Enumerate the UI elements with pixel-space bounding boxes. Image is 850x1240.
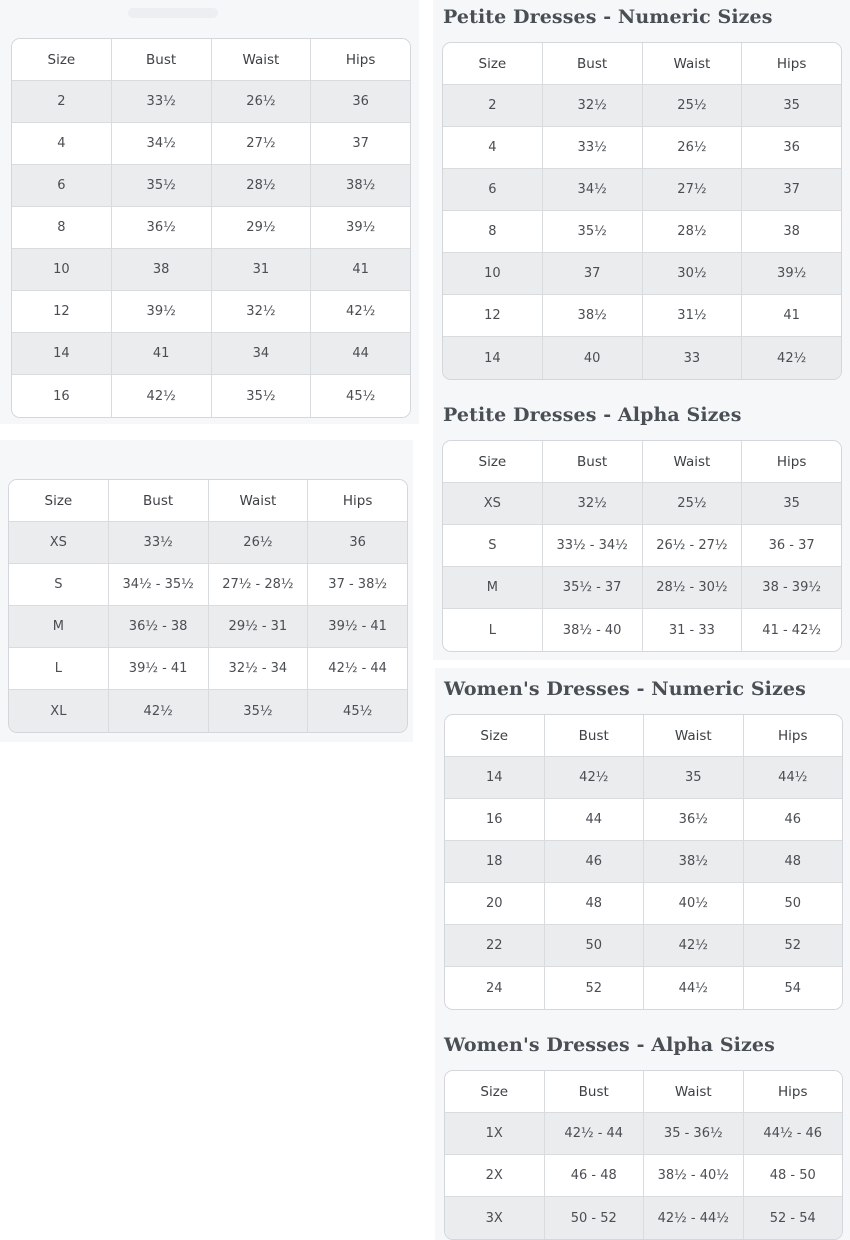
table-row <box>9 690 407 732</box>
measurement-cell: 35½ - 37 <box>543 567 643 608</box>
table-row <box>443 609 841 651</box>
column-header: Size <box>445 715 545 756</box>
measurement-cell: 44½ - 46 <box>763 1126 823 1141</box>
size-cell: 2X <box>445 1155 545 1196</box>
measurement-cell: 42½ <box>112 375 212 417</box>
table-heading: Women's Dresses - Numeric Sizes <box>444 678 806 700</box>
table-row <box>443 253 841 295</box>
size-cell: 24 <box>445 967 545 1009</box>
table-row <box>443 295 841 337</box>
size-cell: 4 <box>443 127 543 168</box>
measurement-cell: 32½ <box>212 291 312 332</box>
size-cell: 4 <box>12 123 112 164</box>
measurement-cell: 25½ <box>643 483 743 524</box>
table-header-row <box>443 441 841 483</box>
measurement-cell: 34½ - 35½ <box>109 564 209 605</box>
size-cell: 8 <box>443 211 543 252</box>
table-row <box>445 1155 842 1197</box>
measurement-cell: 37 <box>543 253 643 294</box>
measurement-cell: 36 - 37 <box>768 538 815 553</box>
measurement-cell: 45½ <box>346 388 376 404</box>
measurement-cell: 37 - 38½ <box>328 577 387 592</box>
table-heading: Women's Dresses - Alpha Sizes <box>444 1034 775 1056</box>
measurement-cell: 35 <box>783 98 800 113</box>
table-row <box>9 648 407 690</box>
column-header: Waist <box>209 480 309 521</box>
measurement-cell: 35½ <box>209 690 309 732</box>
measurement-cell: 32½ - 34 <box>209 648 309 689</box>
measurement-cell: 35½ <box>543 211 643 252</box>
measurement-cell: 27½ <box>212 123 312 164</box>
size-cell: 12 <box>12 291 112 332</box>
measurement-cell: 42½ - 44½ <box>644 1197 744 1239</box>
table-row <box>443 211 841 253</box>
measurement-cell: 38 <box>112 249 212 290</box>
measurement-cell: 39½ - 41 <box>328 619 387 634</box>
measurement-cell: 38 <box>783 224 800 239</box>
measurement-cell: 36 <box>783 140 800 155</box>
table-row <box>445 1113 842 1155</box>
table-row <box>12 207 410 249</box>
size-cell: S <box>443 525 543 566</box>
column-header: Bust <box>543 43 643 84</box>
column-header: Size <box>9 480 109 521</box>
table-row <box>443 483 841 525</box>
measurement-cell: 42½ <box>644 925 744 966</box>
measurement-cell: 38½ - 40 <box>543 609 643 651</box>
table-row <box>9 606 407 648</box>
measurement-cell: 48 <box>784 854 802 869</box>
size-cell: 6 <box>443 169 543 210</box>
measurement-cell: 32½ <box>543 85 643 126</box>
measurement-cell: 26½ <box>643 127 743 168</box>
size-cell: 22 <box>445 925 545 966</box>
column-header: Bust <box>112 39 212 80</box>
table-heading: Petite Dresses - Numeric Sizes <box>443 6 773 28</box>
measurement-cell: 31 <box>212 249 312 290</box>
table-header-row <box>443 43 841 85</box>
size-cell: 2 <box>443 85 543 126</box>
size-cell: 14 <box>12 333 112 374</box>
column-header: Hips <box>342 492 373 509</box>
size-table <box>442 42 842 380</box>
size-cell: 16 <box>445 799 545 840</box>
measurement-cell: 40 <box>543 337 643 379</box>
size-cell: 20 <box>445 883 545 924</box>
size-cell: 8 <box>12 207 112 248</box>
column-header: Size <box>12 39 112 80</box>
measurement-cell: 30½ <box>643 253 743 294</box>
column-header: Hips <box>776 55 807 72</box>
measurement-cell: 41 <box>352 262 369 277</box>
measurement-cell: 26½ <box>212 81 312 122</box>
measurement-cell: 29½ <box>212 207 312 248</box>
size-cell: 12 <box>443 295 543 336</box>
measurement-cell: 39½ <box>777 266 807 281</box>
size-cell: 10 <box>443 253 543 294</box>
measurement-cell: 29½ - 31 <box>209 606 309 647</box>
measurement-cell: 41 <box>783 308 800 323</box>
measurement-cell: 26½ - 27½ <box>643 525 743 566</box>
table-row <box>443 85 841 127</box>
measurement-cell: 36 <box>352 94 369 109</box>
table-row <box>445 841 842 883</box>
size-cell: 18 <box>445 841 545 882</box>
size-cell: 14 <box>443 337 543 379</box>
measurement-cell: 42½ - 44 <box>545 1113 645 1154</box>
measurement-cell: 54 <box>784 980 802 996</box>
column-header: Waist <box>644 1071 744 1112</box>
table-row <box>12 123 410 165</box>
table-row <box>12 165 410 207</box>
measurement-cell: 38½ <box>644 841 744 882</box>
column-header: Hips <box>777 727 808 744</box>
table-row <box>445 1197 842 1239</box>
measurement-cell: 41 - 42½ <box>762 622 821 638</box>
measurement-cell: 42½ <box>346 304 376 319</box>
size-table <box>442 440 842 652</box>
measurement-cell: 32½ <box>543 483 643 524</box>
table-header-row <box>445 1071 842 1113</box>
table-row <box>445 925 842 967</box>
measurement-cell: 48 <box>545 883 645 924</box>
size-cell: 6 <box>12 165 112 206</box>
table-row <box>443 337 841 379</box>
size-table <box>11 38 411 418</box>
measurement-cell: 27½ - 28½ <box>209 564 309 605</box>
measurement-cell: 40½ <box>644 883 744 924</box>
measurement-cell: 38½ - 40½ <box>644 1155 744 1196</box>
measurement-cell: 50 - 52 <box>545 1197 645 1239</box>
measurement-cell: 44 <box>352 346 369 361</box>
measurement-cell: 34½ <box>112 123 212 164</box>
size-cell: XS <box>443 483 543 524</box>
measurement-cell: 33½ <box>112 81 212 122</box>
measurement-cell: 42½ - 44 <box>328 661 387 676</box>
table-header-row <box>9 480 407 522</box>
measurement-cell: 36½ - 38 <box>109 606 209 647</box>
table-row <box>12 81 410 123</box>
measurement-cell: 26½ <box>209 522 309 563</box>
table-row <box>443 567 841 609</box>
measurement-cell: 36 <box>349 535 366 550</box>
column-header: Waist <box>643 441 743 482</box>
column-header: Waist <box>643 43 743 84</box>
column-header: Waist <box>212 39 312 80</box>
measurement-cell: 42½ <box>109 690 209 732</box>
table-row <box>443 169 841 211</box>
size-cell: 1X <box>445 1113 545 1154</box>
measurement-cell: 41 <box>112 333 212 374</box>
measurement-cell: 35½ <box>112 165 212 206</box>
column-header: Bust <box>543 441 643 482</box>
measurement-cell: 48 - 50 <box>769 1168 816 1183</box>
column-header: Size <box>443 441 543 482</box>
column-header: Size <box>443 43 543 84</box>
measurement-cell: 42½ <box>545 757 645 798</box>
measurement-cell: 37 <box>783 182 800 197</box>
table-row <box>12 249 410 291</box>
measurement-cell: 52 - 54 <box>769 1210 816 1226</box>
column-header: Bust <box>545 1071 645 1112</box>
table-row <box>9 564 407 606</box>
size-cell: L <box>9 648 109 689</box>
table-row <box>445 883 842 925</box>
measurement-cell: 25½ <box>643 85 743 126</box>
size-cell: S <box>9 564 109 605</box>
measurement-cell: 37 <box>352 136 369 151</box>
measurement-cell: 52 <box>545 967 645 1009</box>
column-header: Hips <box>777 1083 808 1100</box>
size-cell: 2 <box>12 81 112 122</box>
measurement-cell: 44 <box>545 799 645 840</box>
table-row <box>443 127 841 169</box>
measurement-cell: 36½ <box>112 207 212 248</box>
faded-logo <box>128 8 218 18</box>
table-row <box>12 375 410 417</box>
measurement-cell: 46 <box>545 841 645 882</box>
column-header: Hips <box>776 453 807 470</box>
measurement-cell: 31 - 33 <box>643 609 743 651</box>
size-table <box>444 714 843 1010</box>
measurement-cell: 39½ <box>346 220 376 235</box>
measurement-cell: 38½ <box>543 295 643 336</box>
table-header-row <box>12 39 410 81</box>
table-heading: Petite Dresses - Alpha Sizes <box>443 404 742 426</box>
size-table <box>444 1070 843 1240</box>
column-header: Bust <box>109 480 209 521</box>
size-cell: 16 <box>12 375 112 417</box>
measurement-cell: 46 <box>784 812 802 827</box>
size-cell: XS <box>9 522 109 563</box>
column-header: Hips <box>345 51 376 68</box>
measurement-cell: 33½ <box>543 127 643 168</box>
measurement-cell: 34½ <box>543 169 643 210</box>
table-row <box>445 799 842 841</box>
measurement-cell: 34 <box>212 333 312 374</box>
measurement-cell: 52 <box>784 938 802 953</box>
table-header-row <box>445 715 842 757</box>
size-cell: 14 <box>445 757 545 798</box>
measurement-cell: 28½ <box>212 165 312 206</box>
table-row <box>9 522 407 564</box>
size-cell: L <box>443 609 543 651</box>
measurement-cell: 31½ <box>643 295 743 336</box>
column-header: Bust <box>545 715 645 756</box>
measurement-cell: 39½ - 41 <box>109 648 209 689</box>
measurement-cell: 36½ <box>644 799 744 840</box>
measurement-cell: 42½ <box>777 350 807 366</box>
column-header: Waist <box>644 715 744 756</box>
measurement-cell: 38 - 39½ <box>762 580 821 595</box>
measurement-cell: 50 <box>784 896 802 911</box>
measurement-cell: 35½ <box>212 375 312 417</box>
measurement-cell: 39½ <box>112 291 212 332</box>
table-row <box>12 291 410 333</box>
measurement-cell: 50 <box>545 925 645 966</box>
measurement-cell: 35 <box>644 757 744 798</box>
table-row <box>445 757 842 799</box>
size-cell: M <box>9 606 109 647</box>
size-cell: 3X <box>445 1197 545 1239</box>
measurement-cell: 28½ - 30½ <box>643 567 743 608</box>
measurement-cell: 38½ <box>346 178 376 193</box>
size-cell: 10 <box>12 249 112 290</box>
measurement-cell: 27½ <box>643 169 743 210</box>
size-cell: M <box>443 567 543 608</box>
measurement-cell: 35 <box>783 496 800 511</box>
measurement-cell: 33½ - 34½ <box>543 525 643 566</box>
table-row <box>443 525 841 567</box>
table-row <box>445 967 842 1009</box>
measurement-cell: 33 <box>643 337 743 379</box>
measurement-cell: 46 - 48 <box>545 1155 645 1196</box>
measurement-cell: 28½ <box>643 211 743 252</box>
size-table <box>8 479 408 733</box>
size-cell: XL <box>9 690 109 732</box>
measurement-cell: 44½ <box>778 770 808 785</box>
column-header: Size <box>445 1071 545 1112</box>
measurement-cell: 33½ <box>109 522 209 563</box>
measurement-cell: 44½ <box>644 967 744 1009</box>
measurement-cell: 45½ <box>343 703 373 719</box>
table-row <box>12 333 410 375</box>
measurement-cell: 35 - 36½ <box>644 1113 744 1154</box>
